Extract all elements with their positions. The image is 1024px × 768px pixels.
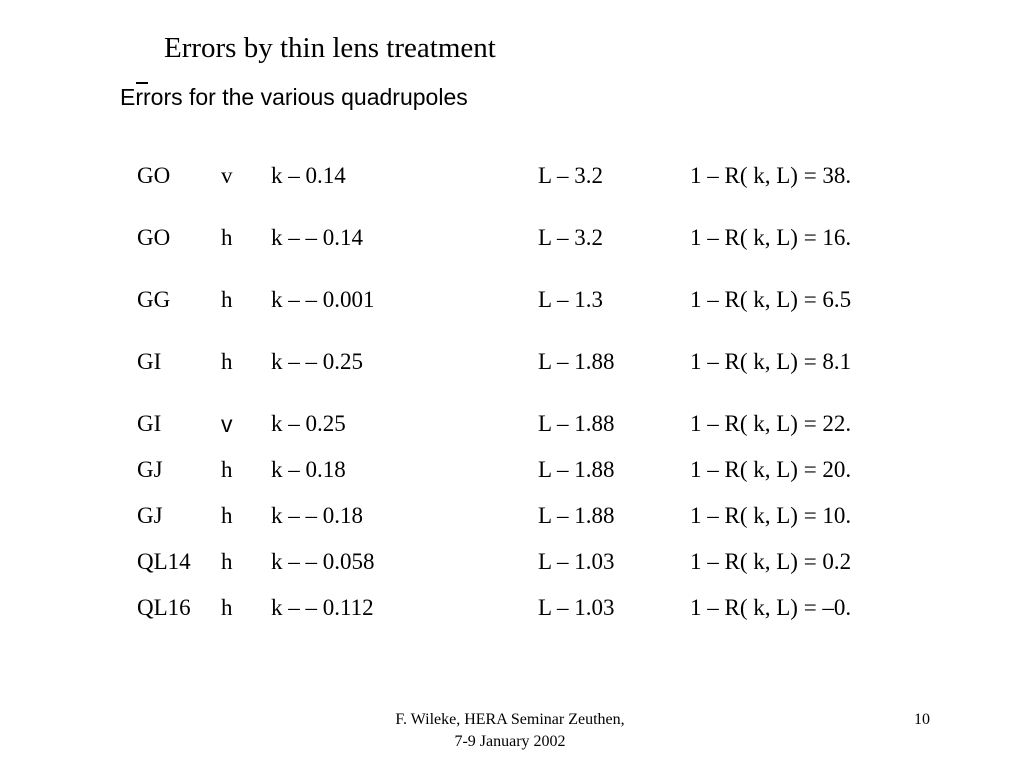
- l-value: L – 1.88: [538, 503, 615, 528]
- plane-label: h: [221, 349, 233, 374]
- r-value: 1 – R( k, L) = 22.: [690, 411, 852, 436]
- k-value: k – – 0.14: [271, 225, 363, 250]
- r-value: 1 – R( k, L) = 8.1: [690, 349, 852, 374]
- plane-label: v: [221, 163, 233, 188]
- quadrupole-name: QL16: [137, 595, 191, 620]
- r-value: 1 – R( k, L) = 0.2: [690, 549, 852, 574]
- k-value: k – – 0.112: [271, 595, 374, 620]
- table-row: [0, 501, 1024, 531]
- plane-label: v: [221, 411, 233, 437]
- slide-title: Errors by thin lens treatment: [164, 32, 496, 64]
- k-value: k – – 0.001: [271, 287, 375, 312]
- quadrupole-name: GO: [137, 225, 171, 250]
- l-value: L – 1.88: [538, 457, 615, 482]
- plane-label: h: [221, 595, 233, 620]
- table-row: [0, 409, 1024, 439]
- quadrupole-name: GJ: [137, 503, 163, 528]
- r-value: 1 – R( k, L) = 20.: [690, 457, 852, 482]
- plane-label: h: [221, 457, 233, 482]
- slide-footer: [330, 709, 690, 753]
- r-value: 1 – R( k, L) = 6.5: [690, 287, 852, 312]
- plane-label: h: [221, 287, 233, 312]
- k-value: k – – 0.18: [271, 503, 363, 528]
- subtitle-first-letter: E: [120, 84, 136, 110]
- quadrupole-name: GG: [137, 287, 171, 312]
- quadrupole-name: GI: [137, 411, 162, 436]
- l-value: L – 1.88: [538, 411, 615, 436]
- l-value: L – 3.2: [538, 225, 603, 250]
- table-row: [0, 223, 1024, 253]
- k-value: k – 0.25: [271, 411, 346, 436]
- table-row: [0, 547, 1024, 577]
- subtitle-text: rrors for the various quadrupoles: [135, 84, 468, 110]
- l-value: L – 1.03: [538, 549, 615, 574]
- plane-label: h: [221, 225, 233, 250]
- table-row: [0, 455, 1024, 485]
- footer-author-line: F. Wileke, HERA Seminar Zeuthen,: [395, 711, 625, 728]
- page-number: 10: [914, 711, 930, 728]
- r-value: 1 – R( k, L) = –0.: [690, 595, 852, 620]
- table-row: [0, 347, 1024, 377]
- k-value: k – 0.18: [271, 457, 346, 482]
- r-value: 1 – R( k, L) = 10.: [690, 503, 852, 528]
- quadrupole-name: GJ: [137, 457, 163, 482]
- r-value: 1 – R( k, L) = 16.: [690, 225, 852, 250]
- l-value: L – 1.03: [538, 595, 615, 620]
- l-value: L – 1.3: [538, 287, 603, 312]
- plane-label: h: [221, 549, 233, 574]
- k-value: k – – 0.058: [271, 549, 375, 574]
- l-value: L – 3.2: [538, 163, 603, 188]
- k-value: k – – 0.25: [271, 349, 363, 374]
- plane-label: h: [221, 503, 233, 528]
- l-value: L – 1.88: [538, 349, 615, 374]
- quadrupole-name: GO: [137, 163, 171, 188]
- footer-date-line: 7-9 January 2002: [454, 733, 566, 750]
- quadrupole-name: QL14: [137, 549, 191, 574]
- k-value: k – 0.14: [271, 163, 346, 188]
- table-row: [0, 161, 1024, 191]
- table-row: [0, 593, 1024, 623]
- r-value: 1 – R( k, L) = 38.: [690, 163, 852, 188]
- table-row: [0, 285, 1024, 315]
- quadrupole-name: GI: [137, 349, 162, 374]
